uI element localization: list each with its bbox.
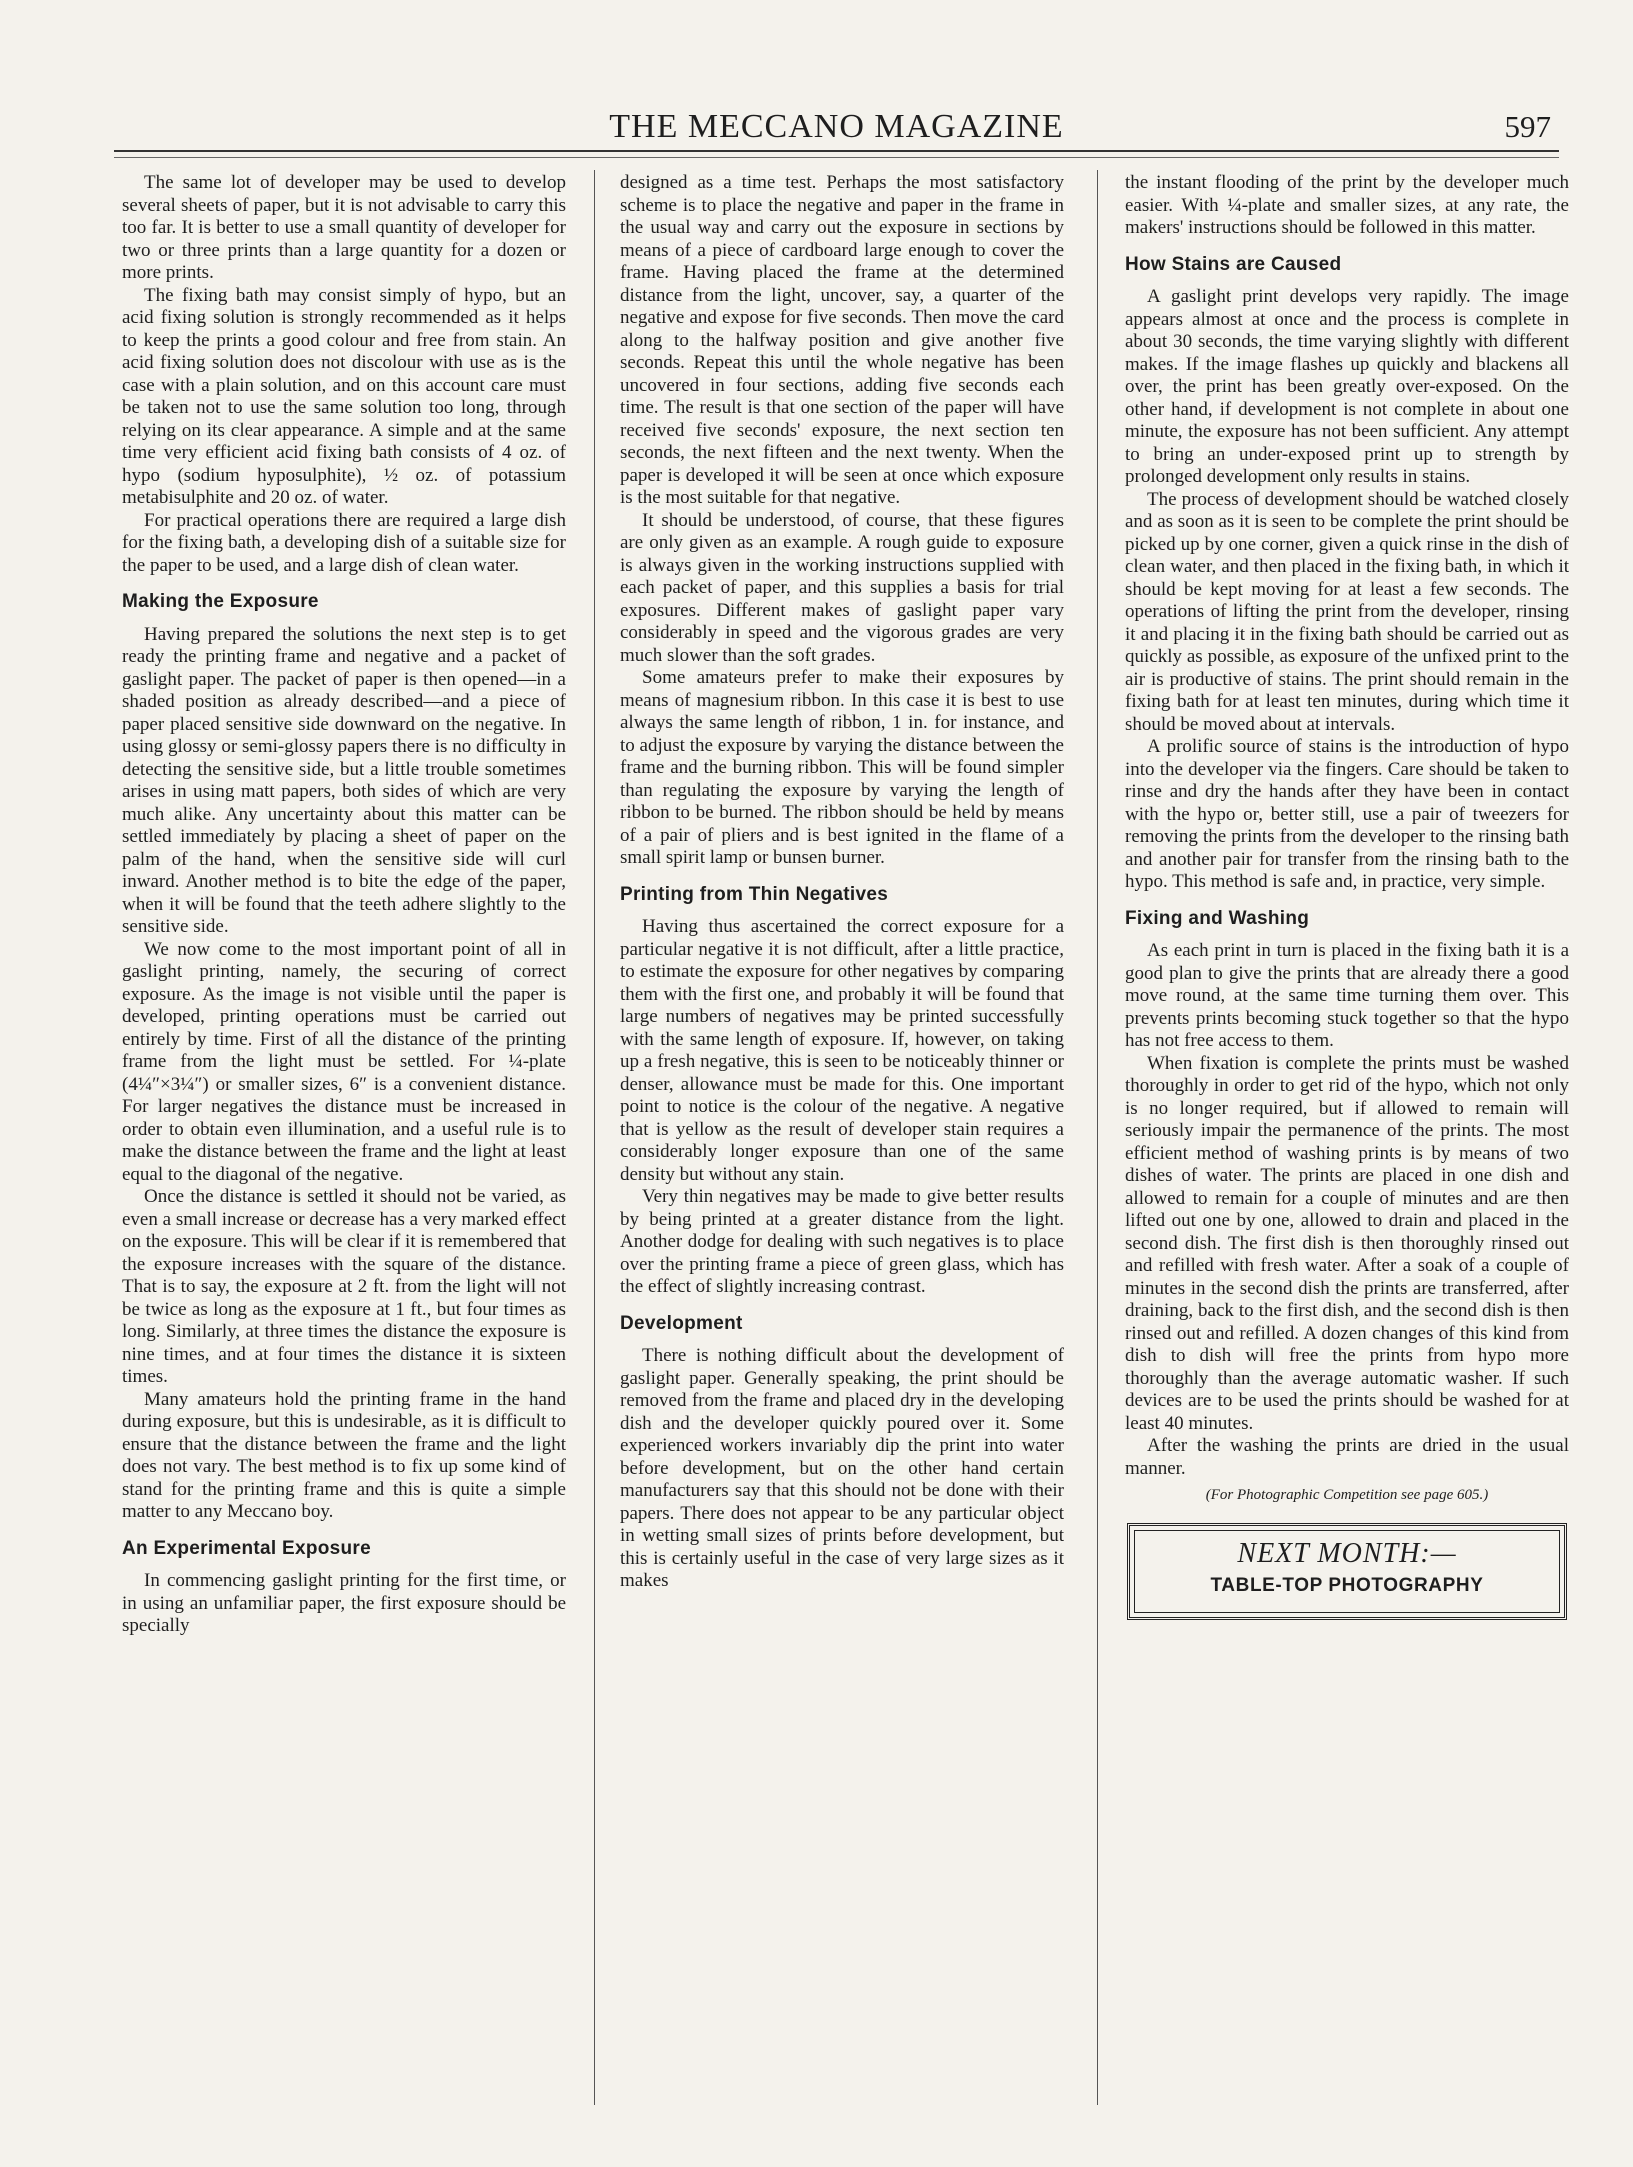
- heading-stains: How Stains are Caused: [1125, 253, 1342, 275]
- paragraph: After the washing the prints are dried in the usual manner.: [1125, 1435, 1569, 1479]
- paragraph: When fixation is complete the prints must be washed thoroughly in order to get rid of the hypo, which not only is no longer required, but if allowed to remain will seriously impair the permanence of the prints. The most efficient method of washing prints is by means of two dishes of water. The prints are placed in one dish and allowed to remain for a couple of minutes and are then lifted out one by one, allowed to drain and placed in the second dish. The first dish is then thoroughly rinsed out and refilled with fresh water. After a soak of a couple of minutes in the second dish the prints are transferred, after draining, back to the first dish, and the second dish is then rinsed out and refilled. A dozen changes of this kind from dish to dish will free the prints from hypo more thoroughly than the average automatic washer. If such devices are to be used the prints should be washed for at least 40 minutes.: [1125, 1052, 1569, 1434]
- paragraph: Some amateurs prefer to make their exposures by means of magnesium ribbon. In this case it is best to use always the same length of ribbon, 1 in. for instance, and to adjust the exposure by varying the distance between the frame and the burning ribbon. This will be found simpler than regulating the exposure by varying the length of ribbon to be burned. The ribbon should be held by means of a pair of pliers and is best ignited in the flame of a small spirit lamp or bunsen burner.: [620, 667, 1064, 868]
- paragraph: the instant flooding of the print by the developer much easier. With ¼-plate and smaller sizes, at any rate, the makers' instructions should be followed in this matter.: [1125, 172, 1569, 238]
- paragraph: As each print in turn is placed in the fixing bath it is a good plan to give the prints that are already there a good move round, at the same time turning them over. This prevents prints becoming stuck together so that the hypo has not free access to them.: [1125, 940, 1569, 1051]
- paragraph: The fixing bath may consist simply of hypo, but an acid fixing solution is strongly recommended as it helps to keep the prints a good colour and free from stain. An acid fixing solution does not discolour with use as is the case with a plain solution, and on this account care must be taken not to use the same solution too long, through relying on its clear appearance. A simple and at the same time very efficient acid fixing bath consists of 4 oz. of hypo (sodium hyposulphite), ½ oz. of potassium metabisulphite and 20 oz. of water.: [122, 284, 566, 508]
- heading-experimental-exposure: An Experimental Exposure: [122, 1537, 371, 1559]
- next-month-box: [1127, 1523, 1567, 1620]
- paragraph: The same lot of developer may be used to develop several sheets of paper, but it is not advisable to carry this too far. It is better to use a small quantity of developer for two or three prints than a large quantity for a dozen or more prints.: [122, 172, 566, 283]
- paragraph: It should be understood, of course, that these figures are only given as an example. A rough guide to exposure is always given in the working instructions supplied with each packet of paper, and this supplies a basis for trial exposures. Different makes of gaslight paper vary considerably in speed and the vigorous grades are very much slower than the soft grades.: [620, 509, 1064, 666]
- header-rule-thin: [114, 157, 1559, 158]
- next-month-topic: TABLE-TOP PHOTOGRAPHY: [1210, 1575, 1484, 1596]
- paragraph: We now come to the most important point of all in gaslight printing, namely, the securing of correct exposure. As the image is not visible until the paper is developed, printing operations must be carried out entirely by time. First of all the distance of the printing frame from the light must be settled. For ¼-plate (4¼″×3¼″) or smaller sizes, 6″ is a convenient distance. For larger negatives the distance must be increased in order to obtain even illumination, and a useful rule is to make the distance between the frame and the light at least equal to the diagonal of the negative.: [122, 938, 566, 1185]
- paragraph: Once the distance is settled it should not be varied, as even a small increase or decrease has a very marked effect on the exposure. This will be clear if it is remembered that the exposure increases with the square of the distance. That is to say, the exposure at 2 ft. from the light will not be twice as long as the exposure at 1 ft., but four times as long. Similarly, at three times the distance the exposure is nine times, and at four times the distance it is sixteen times.: [122, 1186, 566, 1387]
- paragraph: Very thin negatives may be made to give better results by being printed at a greater distance from the light. Another dodge for dealing with such negatives is to place over the printing frame a piece of green glass, which has the effect of slightly increasing contrast.: [620, 1186, 1064, 1297]
- header-rule: [114, 150, 1559, 152]
- column-1: [122, 172, 566, 2107]
- page-number: 597: [1504, 109, 1551, 144]
- page-header: [114, 105, 1559, 149]
- next-month-box-inner: [1134, 1530, 1560, 1613]
- paragraph: A prolific source of stains is the introduction of hypo into the developer via the fingers. Care should be taken to rinse and dry the hands after they have been in contact with the hypo or, better still, use a pair of tweezers for removing the prints from the developer to the rinsing bath and another pair for transfer from the rinsing bath to the hypo. This method is safe and, in practice, very simple.: [1125, 736, 1569, 892]
- column-2: [620, 172, 1064, 2107]
- paragraph: Many amateurs hold the printing frame in the hand during exposure, but this is undesirable, as it is difficult to ensure that the distance between the frame and the light does not vary. The best method is to fix up some kind of stand for the printing frame and this is quite a simple matter to any Meccano boy.: [122, 1388, 566, 1522]
- next-month-label: NEXT MONTH:—: [1237, 1537, 1457, 1569]
- paragraph: Having prepared the solutions the next step is to get ready the printing frame and negative and a packet of gaslight paper. The packet of paper is then opened—in a shaded position as already described—and a piece of paper placed sensitive side downward on the negative. In using glossy or semi-glossy papers there is no difficulty in detecting the sensitive side, but a little trouble sometimes arises in using matt papers, both sides of which are very much alike. Any uncertainty about this matter can be settled immediately by placing a sheet of paper on the palm of the hand, when the sensitive side will curl inward. Another method is to bite the edge of the paper, when it will be found that the teeth adhere slightly to the sensitive side.: [122, 623, 566, 937]
- heading-fixing-washing: Fixing and Washing: [1125, 907, 1310, 929]
- column-3: [1125, 172, 1569, 2107]
- heading-development: Development: [620, 1312, 743, 1334]
- competition-note: (For Photographic Competition see page 605.): [1205, 1487, 1489, 1503]
- column-divider-1: [594, 170, 595, 2105]
- heading-thin-negatives: Printing from Thin Negatives: [620, 883, 889, 905]
- column-divider-2: [1097, 170, 1098, 2105]
- paragraph: A gaslight print develops very rapidly. The image appears almost at once and the process is complete in about 30 seconds, the time varying slightly with different makes. If the image flashes up quickly and blackens all over, the print has been greatly over-exposed. On the other hand, if development is not complete in about one minute, the exposure has not been sufficient. Any attempt to bring an under-exposed print up to strength by prolonged development only results in stains.: [1125, 286, 1569, 487]
- magazine-title: THE MECCANO MAGAZINE: [609, 108, 1064, 145]
- paragraph: For practical operations there are required a large dish for the fixing bath, a developing dish of a suitable size for the paper to be used, and a large dish of clean water.: [122, 509, 566, 576]
- paragraph: designed as a time test. Perhaps the most satisfactory scheme is to place the negative and paper in the frame in the usual way and carry out the exposure in sections by means of a piece of cardboard large enough to cover the frame. Having placed the frame at the determined distance from the light, uncover, say, a quarter of the negative and expose for five seconds. Then move the card along to the halfway position and give another five seconds. Repeat this until the whole negative has been uncovered in four sections, adding five seconds each time. The result is that one section of the paper will have received five seconds' exposure, the next section ten seconds, the next fifteen and the next twenty. When the paper is developed it will be seen at once which exposure is the most suitable for that negative.: [620, 172, 1064, 508]
- heading-making-the-exposure: Making the Exposure: [122, 591, 319, 612]
- paragraph: Having thus ascertained the correct exposure for a particular negative it is not difficult, after a little practice, to estimate the exposure for other negatives by comparing them with the first one, and probably it will be found that large numbers of negatives may be printed successfully with the same length of exposure. If, however, on taking up a fresh negative, this is seen to be noticeably thinner or denser, allowance must be made for this. One important point to notice is the colour of the negative. A negative that is yellow as the result of developer stain requires a considerably longer exposure than one of the same density but without any stain.: [620, 916, 1064, 1185]
- paragraph: There is nothing difficult about the development of gaslight paper. Generally speaking, the print should be removed from the frame and placed dry in the developing dish and the developer quickly poured over it. Some experienced workers invariably dip the print into water before development, but on the other hand certain manufacturers say that this should not be done with their papers. There does not appear to be any particular object in wetting small sizes of prints before development, but this is certainly useful in the case of very large sizes as it makes: [620, 1345, 1064, 1591]
- paragraph: In commencing gaslight printing for the first time, or in using an unfamiliar paper, the first exposure should be specially: [122, 1570, 566, 1636]
- paragraph: The process of development should be watched closely and as soon as it is seen to be complete the print should be picked up by one corner, given a quick rinse in the dish of clean water, and then placed in the fixing bath, in which it should be kept moving for at least a few seconds. The operations of lifting the print from the developer, rinsing it and placing it in the fixing bath should be carried out as quickly as possible, as exposure of the unfixed print to the air is productive of stains. The print should remain in the fixing bath for at least ten minutes, during which time it should be moved about at intervals.: [1125, 488, 1569, 735]
